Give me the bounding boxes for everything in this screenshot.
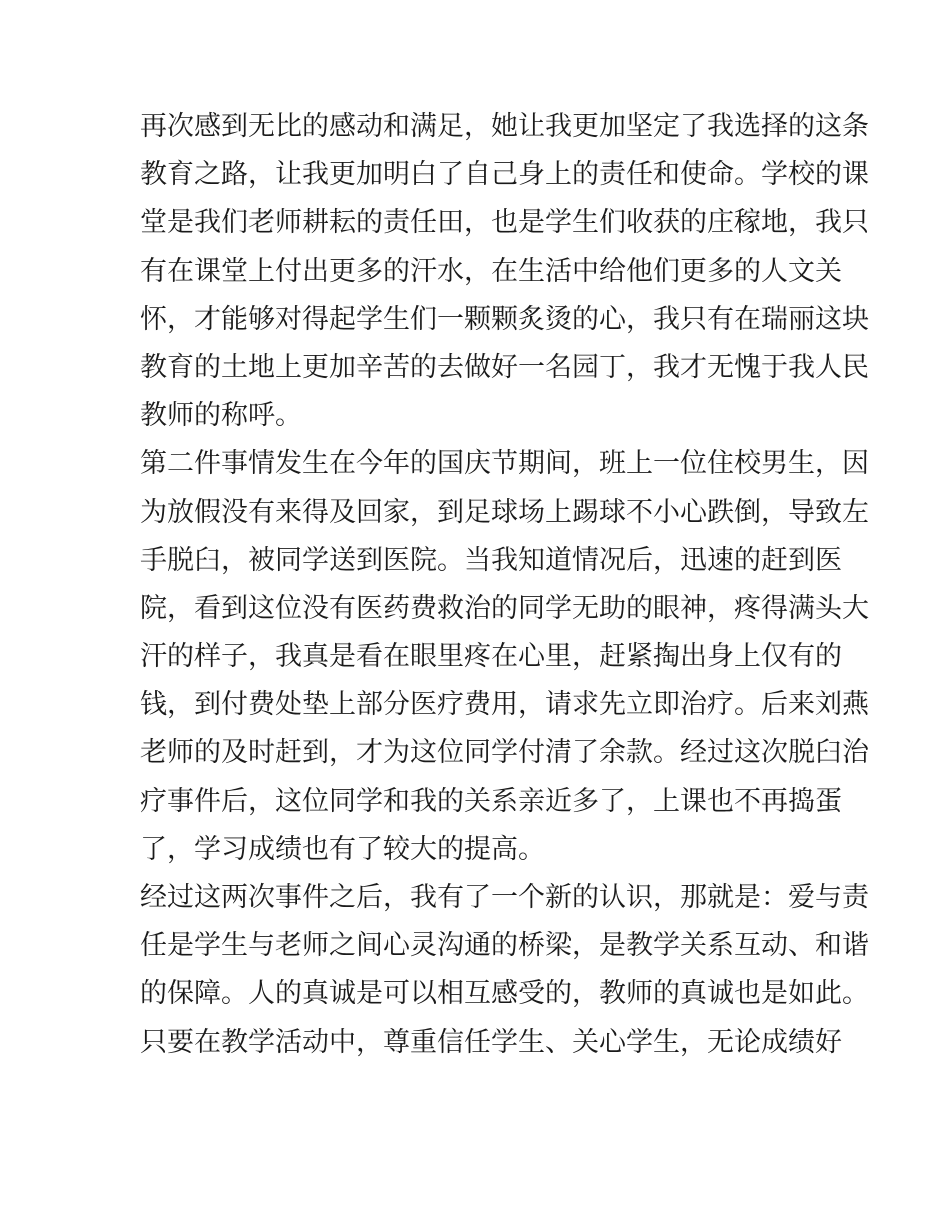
text-line: 钱，到付费处垫上部分医疗费用，请求先立即治疗。后来刘燕 bbox=[140, 689, 869, 721]
text-line: 经过这两次事件之后，我有了一个新的认识，那就是：爱与责 bbox=[140, 882, 869, 913]
text-line: 的保障。人的真诚是可以相互感受的，教师的真诚也是如此。 bbox=[140, 978, 869, 1010]
body-text bbox=[140, 103, 869, 1067]
text-line: 疗事件后，这位同学和我的关系亲近多了，上课也不再捣蛋 bbox=[140, 785, 842, 817]
text-line: 教育之路，让我更加明白了自己身上的责任和使命。学校的课 bbox=[140, 159, 869, 191]
text-line: 再次感到无比的感动和满足，她让我更加坚定了我选择的这条 bbox=[140, 111, 869, 142]
text-line: 教育的土地上更加辛苦的去做好一名园丁，我才无愧于我人民 bbox=[140, 351, 869, 383]
text-line: 了，学习成绩也有了较大的提高。 bbox=[140, 833, 545, 865]
text-line: 教师的称呼。 bbox=[140, 400, 302, 432]
text-line: 手脱臼，被同学送到医院。当我知道情况后，迅速的赶到医 bbox=[140, 544, 842, 576]
text-line: 为放假没有来得及回家，到足球场上踢球不小心跌倒，导致左 bbox=[140, 496, 869, 528]
text-line: 院，看到这位没有医药费救治的同学无助的眼神，疼得满头大 bbox=[140, 592, 869, 624]
text-line: 怀，才能够对得起学生们一颗颗炙烫的心，我只有在瑞丽这块 bbox=[140, 303, 869, 335]
text-line: 堂是我们老师耕耘的责任田，也是学生们收获的庄稼地，我只 bbox=[140, 207, 869, 239]
text-line: 老师的及时赶到，才为这位同学付清了余款。经过这次脱臼治 bbox=[140, 737, 869, 769]
text-line: 只要在教学活动中，尊重信任学生、关心学生，无论成绩好 bbox=[140, 1026, 842, 1058]
text-line: 汗的样子，我真是看在眼里疼在心里，赶紧掏出身上仅有的 bbox=[140, 641, 842, 673]
text-line: 任是学生与老师之间心灵沟通的桥梁，是教学关系互动、和谐 bbox=[140, 930, 869, 962]
text-line: 第二件事情发生在今年的国庆节期间，班上一位住校男生，因 bbox=[140, 448, 869, 480]
text-line: 有在课堂上付出更多的汗水，在生活中给他们更多的人文关 bbox=[140, 255, 842, 287]
